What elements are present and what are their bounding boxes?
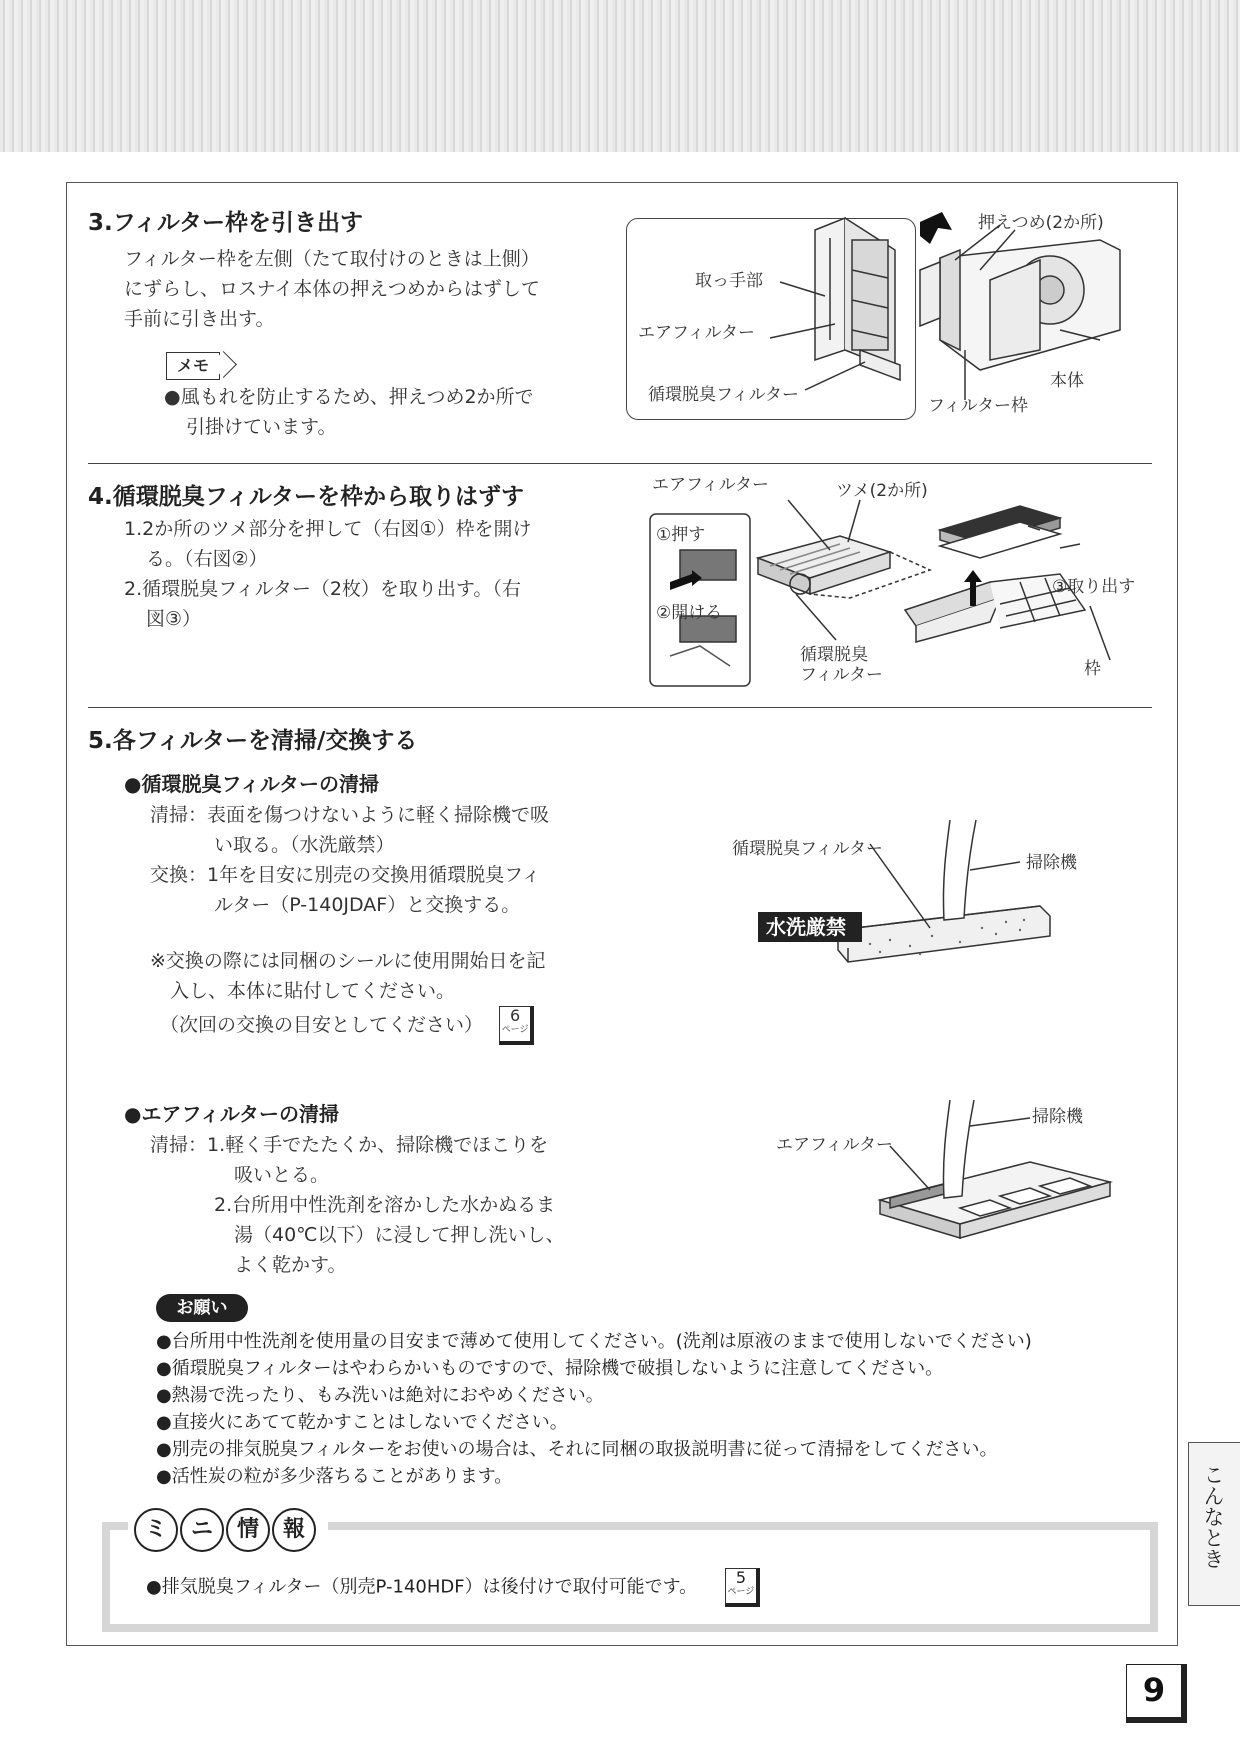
memo-line: ●風もれを防止するため、押えつめ2か所で bbox=[164, 386, 534, 408]
label-deodorizing-filter: 循環脱臭フィルター bbox=[648, 385, 799, 405]
figure-air-vacuum bbox=[760, 1090, 1140, 1260]
label-vacuum: 掃除機 bbox=[1032, 1107, 1083, 1127]
page-ref-unit: ページ bbox=[501, 1025, 529, 1035]
step-line: 2.循環脱臭フィルター（2枚）を取り出す。（右 bbox=[124, 578, 521, 600]
note-line: 入し、本体に貼付してください。 bbox=[170, 980, 456, 1002]
label-air-filter: エアフィルター bbox=[776, 1135, 893, 1155]
section-divider bbox=[88, 463, 1152, 464]
label-main-body: 本体 bbox=[1050, 371, 1084, 391]
label-take-out: ③取り出す bbox=[1052, 577, 1136, 597]
label-deodorizing-filter: 循環脱臭フィルター bbox=[732, 839, 883, 859]
label-filter-frame: フィルター枠 bbox=[928, 396, 1028, 416]
text-line: 吸いとる。 bbox=[234, 1164, 330, 1186]
text-line: 清掃：1.軽く手でたたくか、掃除機でほこりを bbox=[150, 1134, 549, 1156]
section-4-title: 4.循環脱臭フィルターを枠から取りはずす bbox=[88, 484, 524, 510]
label-air-filter: エアフィルター bbox=[652, 475, 769, 495]
air-cleaning-text bbox=[150, 1130, 565, 1280]
page-ref-5[interactable] bbox=[725, 1568, 760, 1607]
section-4-steps bbox=[124, 514, 532, 634]
label-holding-claws: 押えつめ(2か所) bbox=[978, 213, 1104, 233]
memo-label: メモ bbox=[166, 352, 220, 380]
section-3-title: 3.フィルター枠を引き出す bbox=[88, 210, 363, 236]
mini-info-char: 情 bbox=[226, 1508, 270, 1552]
request-item: ●直接火にあてて乾かすことはしないでください。 bbox=[156, 1412, 568, 1433]
page-ref-number: 5 bbox=[735, 1568, 746, 1587]
mini-info-char: ニ bbox=[180, 1508, 224, 1552]
no-washing-badge: 水洗厳禁 bbox=[766, 915, 846, 939]
text-line: よく乾かす。 bbox=[234, 1254, 347, 1276]
section-3-body bbox=[124, 244, 540, 334]
section-3-line: 手前に引き出す。 bbox=[124, 308, 275, 330]
deo-cleaning-text bbox=[150, 800, 549, 920]
note-line: （次回の交換の目安としてください） bbox=[160, 1014, 484, 1036]
request-item: ●台所用中性洗剤を使用量の目安まで薄めて使用してください。(洗剤は原液のままで使用しないでください) bbox=[156, 1331, 1032, 1352]
section-5-title: 5.各フィルターを清掃/交換する bbox=[88, 728, 418, 754]
memo-line: 引掛けています。 bbox=[186, 416, 337, 438]
figure-3-illustration bbox=[620, 200, 1140, 430]
side-index-tab-label: こんなとき bbox=[1201, 1464, 1225, 1569]
section-3-line: フィルター枠を左側（たて取付けのときは上側） bbox=[124, 248, 540, 270]
figure-4-illustration bbox=[640, 470, 1160, 700]
text-line: 清掃：表面を傷つけないように軽く掃除機で吸 bbox=[150, 804, 550, 826]
label-air-filter: エアフィルター bbox=[638, 323, 755, 343]
section-3-line: にずらし、ロスナイ本体の押えつめからはずして bbox=[124, 278, 540, 300]
step-line: 1.2か所のツメ部分を押して（右図①）枠を開け bbox=[124, 518, 532, 540]
request-item: ●活性炭の粒が多少落ちることがあります。 bbox=[156, 1466, 513, 1487]
text-line: い取る。（水洗厳禁） bbox=[214, 834, 395, 856]
request-item: ●循環脱臭フィルターはやわらかいものですので、掃除機で破損しないように注意してください。 bbox=[156, 1358, 944, 1379]
text-line: 交換：1年を目安に別売の交換用循環脱臭フィ bbox=[150, 864, 541, 886]
label-handle: 取っ手部 bbox=[695, 271, 763, 291]
memo-text bbox=[164, 382, 534, 442]
section-divider bbox=[88, 707, 1152, 708]
label-deodorizing-2: フィルター bbox=[800, 665, 883, 685]
exchange-note bbox=[150, 946, 546, 1045]
mini-info-char: 報 bbox=[272, 1508, 316, 1552]
label-deodorizing-1: 循環脱臭 bbox=[800, 645, 868, 665]
step-line: 図③） bbox=[146, 608, 202, 630]
step-line: る。（右図②） bbox=[146, 548, 268, 570]
request-list bbox=[156, 1328, 1032, 1490]
request-badge: お願い bbox=[156, 1294, 248, 1322]
label-vacuum: 掃除機 bbox=[1026, 853, 1077, 873]
label-open: ②開ける bbox=[656, 603, 723, 623]
request-item: ●別売の排気脱臭フィルターをお使いの場合は、それに同梱の取扱説明書に従って清掃をしてください。 bbox=[156, 1439, 998, 1460]
header-texture-band bbox=[0, 0, 1240, 152]
deo-cleaning-heading: ●循環脱臭フィルターの清掃 bbox=[124, 772, 380, 796]
text-line: ルター（P-140JDAF）と交換する。 bbox=[214, 894, 521, 916]
label-frame: 枠 bbox=[1084, 659, 1101, 679]
mini-info-text-row bbox=[146, 1568, 760, 1607]
page-ref-6[interactable] bbox=[499, 1006, 534, 1045]
page-number: 9 bbox=[1126, 1664, 1187, 1723]
page-ref-unit: ページ bbox=[727, 1587, 755, 1597]
mini-info-char: ミ bbox=[134, 1508, 178, 1552]
note-line: ※交換の際には同梱のシールに使用開始日を記 bbox=[150, 950, 546, 972]
figure-deo-vacuum bbox=[720, 810, 1100, 990]
air-cleaning-heading: ●エアフィルターの清掃 bbox=[124, 1102, 340, 1126]
label-push: ①押す bbox=[656, 525, 706, 545]
mini-info-text: ●排気脱臭フィルター（別売P-140HDF）は後付けで取付可能です。 bbox=[146, 1576, 698, 1598]
request-item: ●熱湯で洗ったり、もみ洗いは絶対におやめください。 bbox=[156, 1385, 604, 1406]
text-line: 湯（40℃以下）に浸して押し洗いし、 bbox=[234, 1224, 565, 1246]
label-tabs: ツメ(2か所) bbox=[836, 481, 928, 501]
text-line: 2.台所用中性洗剤を溶かした水かぬるま bbox=[214, 1194, 556, 1216]
page-ref-number: 6 bbox=[509, 1006, 521, 1025]
